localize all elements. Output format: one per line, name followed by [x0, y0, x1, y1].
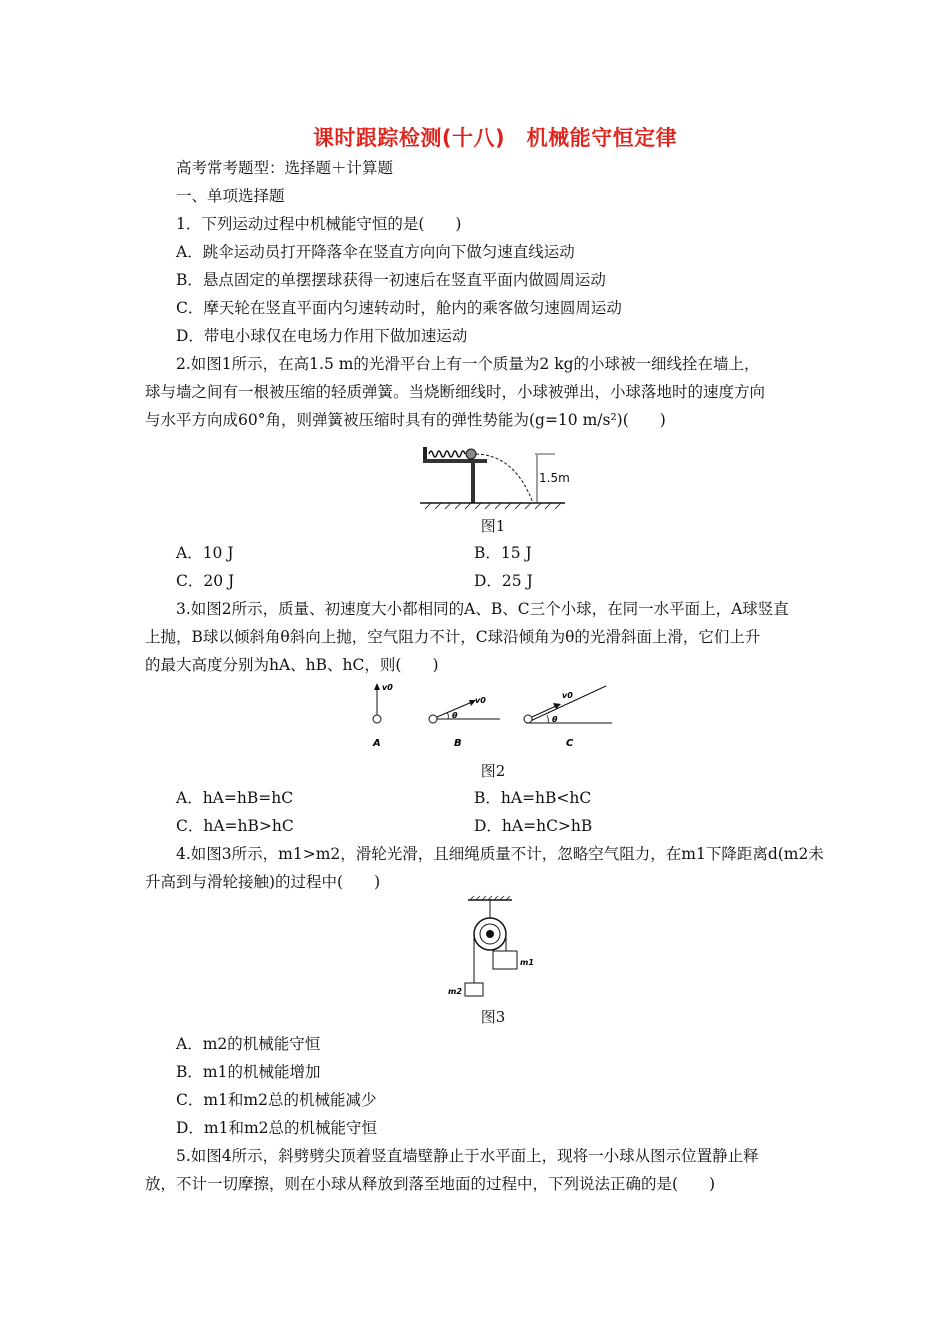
height-label: 1.5m	[539, 471, 570, 485]
section-heading: 一、单项选择题	[176, 187, 285, 205]
label-m1: m1	[520, 958, 534, 967]
figure-3-pulley	[440, 896, 550, 1001]
q4-stem-line1: 4.如图3所示，m1>m2，滑轮光滑，且细绳质量不计，忽略空气阻力，在m1下降距离d(m2未	[176, 845, 824, 863]
label-b: B	[454, 738, 462, 749]
q3-option-c: C．hA=hB>hC	[176, 817, 294, 835]
q4-option-b: B．m1的机械能增加	[176, 1063, 321, 1081]
q3-stem-line2: 上抛，B球以倾斜角θ斜向上抛，空气阻力不计，C球沿倾角为θ的光滑斜面上滑，它们上升	[145, 628, 761, 646]
q2-option-d: D．25 J	[474, 572, 533, 590]
q1-option-c: C．摩天轮在竖直平面内匀速转动时，舱内的乘客做匀速圆周运动	[176, 299, 622, 317]
q5-stem-line1: 5.如图4所示，斜劈劈尖顶着竖直墙壁静止于水平面上，现将一小球从图示位置静止释	[176, 1147, 759, 1165]
page-title: 课时跟踪检测(十八) 机械能守恒定律	[312, 126, 678, 150]
q5-stem-line2: 放，不计一切摩擦，则在小球从释放到落至地面的过程中，下列说法正确的是( )	[145, 1175, 716, 1193]
q4-option-d: D．m1和m2总的机械能守恒	[176, 1119, 378, 1137]
figure-2-three-balls	[360, 678, 620, 753]
figure-3-caption: 图3	[480, 1008, 506, 1026]
q4-stem-line2: 升高到与滑轮接触)的过程中( )	[145, 873, 381, 891]
label-c: C	[566, 738, 574, 749]
q4-option-c: C．m1和m2总的机械能减少	[176, 1091, 377, 1109]
q1-option-d: D．带电小球仅在电场力作用下做加速运动	[176, 327, 468, 345]
exam-type: 高考常考题型：选择题＋计算题	[176, 159, 394, 177]
q3-stem-line3: 的最大高度分别为hA、hB、hC，则( )	[145, 656, 439, 674]
q4-option-a: A．m2的机械能守恒	[176, 1035, 321, 1053]
figure-1-caption: 图1	[480, 517, 506, 535]
label-v0-b: v0	[475, 696, 486, 705]
figure-1-platform-spring	[415, 445, 575, 510]
label-m2: m2	[448, 987, 462, 996]
q2-option-c: C．20 J	[176, 572, 235, 590]
label-v0-c: v0	[562, 691, 573, 700]
q2-stem-line2: 球与墙之间有一根被压缩的轻质弹簧。当烧断细线时，小球被弹出，小球落地时的速度方向	[145, 383, 766, 401]
q2-stem-line1: 2.如图1所示，在高1.5 m的光滑平台上有一个质量为2 kg的小球被一细线拴在墙上，	[176, 355, 760, 373]
q1-option-a: A．跳伞运动员打开降落伞在竖直方向向下做匀速直线运动	[176, 243, 575, 261]
q1-stem: 1．下列运动过程中机械能守恒的是( )	[176, 215, 462, 233]
q3-stem-line1: 3.如图2所示，质量、初速度大小都相同的A、B、C三个小球，在同一水平面上，A球竖直	[176, 600, 789, 618]
figure-2-caption: 图2	[480, 762, 506, 780]
q3-option-a: A．hA=hB=hC	[176, 789, 294, 807]
label-v0-a: v0	[382, 683, 393, 692]
q2-option-a: A．10 J	[176, 544, 234, 562]
label-theta-b: θ	[452, 711, 458, 720]
label-a: A	[373, 738, 381, 749]
q2-option-b: B．15 J	[474, 544, 532, 562]
label-theta-c: θ	[552, 715, 558, 724]
q2-stem-line3: 与水平方向成60°角，则弹簧被压缩时具有的弹性势能为(g=10 m/s²)( )	[145, 411, 666, 429]
q3-option-b: B．hA=hB<hC	[474, 789, 592, 807]
q1-option-b: B．悬点固定的单摆摆球获得一初速后在竖直平面内做圆周运动	[176, 271, 606, 289]
q3-option-d: D．hA=hC>hB	[474, 817, 593, 835]
